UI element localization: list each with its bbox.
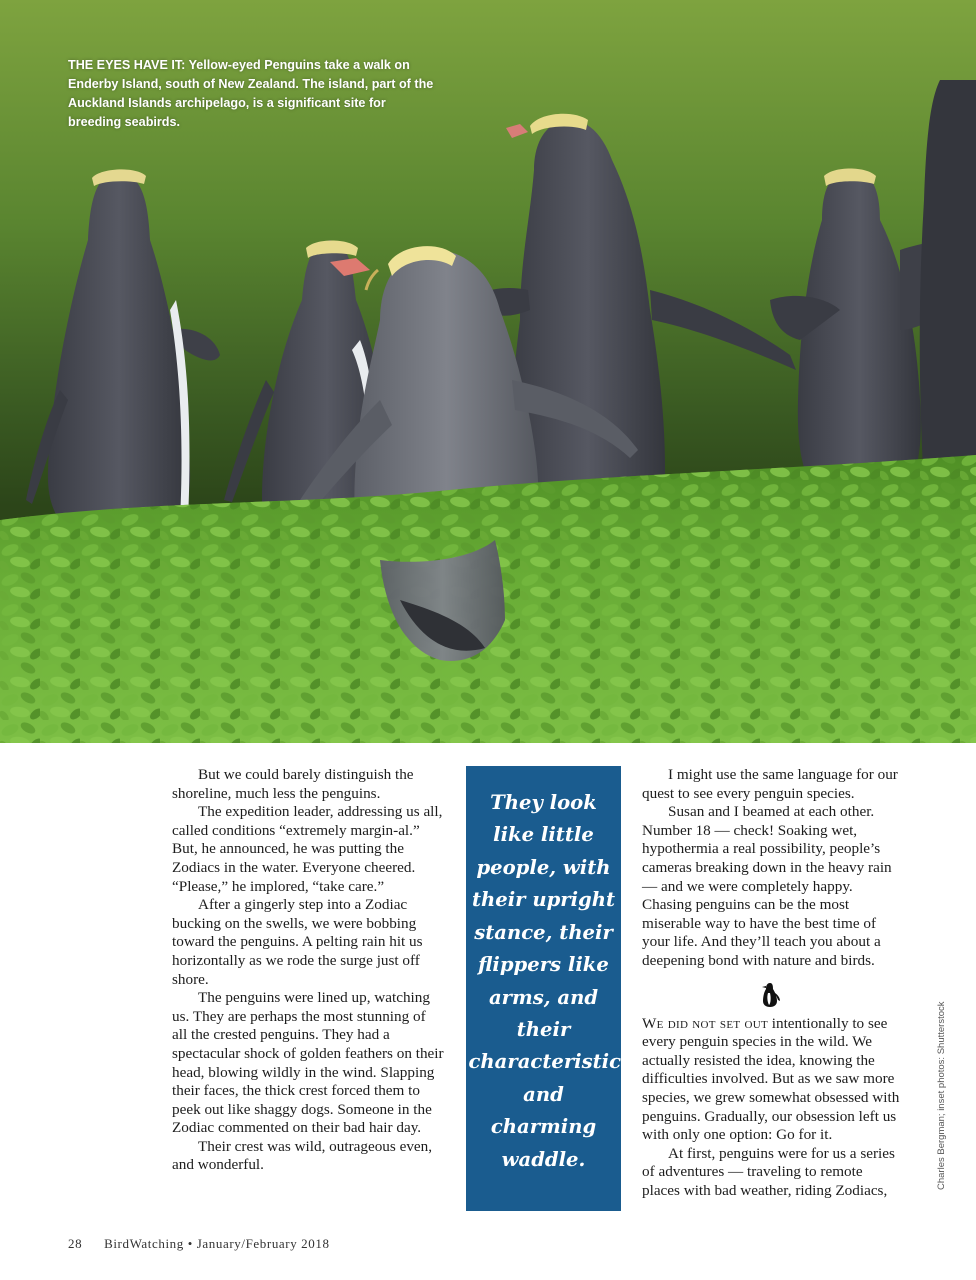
paragraph: After a gingerly step into a Zodiac bucking on the swells, we were bobbing toward the penguins. A pelting rain hit us horizontally as we rode the surge just off shore. xyxy=(172,896,423,988)
paragraph: But we could barely distinguish the shoreline, much less the penguins. xyxy=(172,766,414,802)
right-column xyxy=(642,766,900,1200)
footer-separator: • xyxy=(187,1236,193,1251)
magazine-name: BirdWatching xyxy=(104,1236,184,1251)
pull-quote-box xyxy=(466,766,621,1211)
paragraph: The expedition leader, addressing us all, called conditions “extremely margin-al.” But, he announced, he was putting the Zodiacs in the water. Everyone cheered. “Please,” he implored, “take care.” xyxy=(172,803,443,895)
photo-credit: Charles Bergman; inset photos: Shutterstock xyxy=(936,1001,947,1190)
page-footer xyxy=(68,1236,330,1252)
page-number: 28 xyxy=(68,1236,83,1251)
paragraph: I might use the same language for our quest to see every penguin species. xyxy=(642,766,898,802)
lead-paragraph-text: intentionally to see every penguin species in the wild. We actually resisted the idea, knowing the difficulties involved. But as we saw more species, we grew somewhat obsessed with penguins. Gradually, our obsession left us with only one option: Go for it. xyxy=(642,1014,900,1144)
issue-date: January/February 2018 xyxy=(196,1236,330,1251)
photo-caption: THE EYES HAVE IT: Yellow-eyed Penguins take a walk on Enderby Island, south of New Zealand. The island, part of the Auckland Islands archipelago, is a significant site for breeding seabirds. xyxy=(68,58,434,129)
penguin-icon xyxy=(760,981,782,1009)
section-lead-paragraph xyxy=(642,1015,900,1145)
left-column xyxy=(172,766,444,1175)
lead-in: We did not set out xyxy=(642,1014,768,1032)
penguin-edge-right xyxy=(920,80,976,520)
paragraph: The penguins were lined up, watching us. They are perhaps the most stunning of all the crested penguins. They had a spectacular shock of golden feathers on their head, blowing wildly in the wind. Slapping their faces, the thick crest forced them to peek out like shaggy dogs. Someone in the Zodiac commented on their bad hair day. xyxy=(172,989,444,1137)
paragraph: At first, penguins were for us a series of adventures — traveling to remote places with bad weather, riding Zodiacs, xyxy=(642,1144,895,1199)
pull-quote-text: They look like little people, with their upright stance, their flippers like arms, and their characteristic and charming waddle. xyxy=(468,791,622,1171)
paragraph: Susan and I beamed at each other. Number 18 — check! Soaking wet, hypothermia a real possibility, people’s cameras breaking down in the heavy rain — and we were completely happy. Chasing penguins can be the most miserable way to have the best time of your life. And they’ll teach you about a deepening bond with nature and birds. xyxy=(642,803,892,969)
paragraph: Their crest was wild, outrageous even, and wonderful. xyxy=(172,1137,433,1174)
